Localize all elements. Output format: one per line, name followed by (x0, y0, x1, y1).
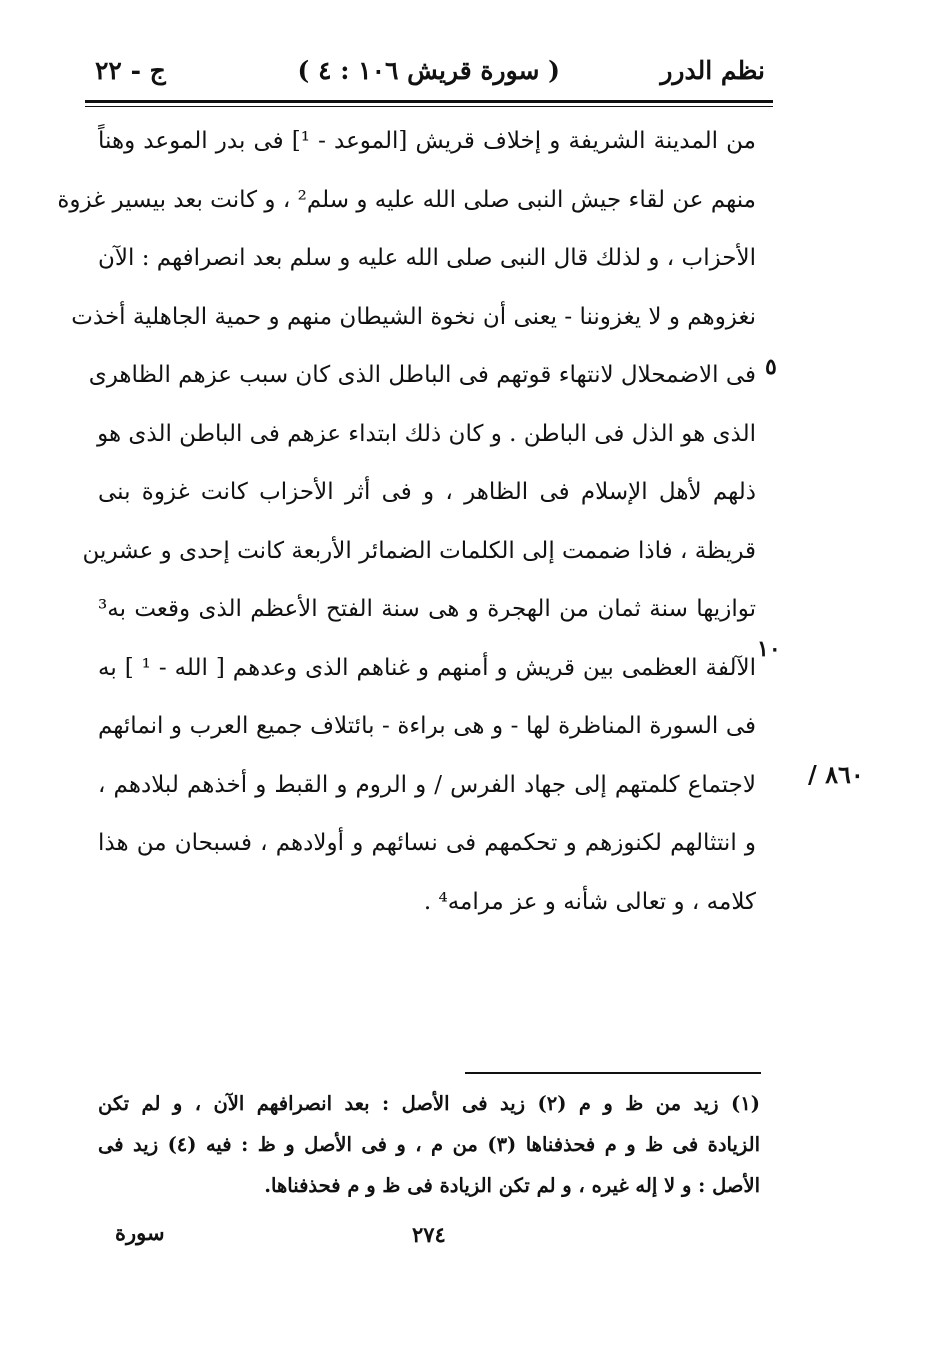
text-line: قريظة ، فاذا ضممت إلى الكلمات الضمائر الأربعة كانت إحدى و عشرين (82, 537, 756, 564)
footnote-line: (١) زيد من ظ و م (٢) زيد فى الأصل : بعد انصرافهم الآن ، و لم تكن (98, 1092, 760, 1115)
text-line: الآلفة العظمى بين قريش و أمنهم و غناهم الذى وعدهم [ الله - ¹ ] به (98, 654, 757, 681)
header-rule-thin (85, 106, 773, 107)
text-line: الأحزاب ، و لذلك قال النبى صلى الله عليه و سلم بعد انصرافهم : الآن (98, 245, 756, 271)
text-line: الذى هو الذل فى الباطن . و كان ذلك ابتداء عزهم فى الباطن الذى هو (97, 420, 756, 447)
sura-reference: ( سورة قريش ١٠٦ : ٤ ) (297, 56, 560, 85)
margin-manuscript-ref: ٨٦٠ / (808, 760, 864, 789)
text-line: توازيها سنة ثمان من الهجرة و هى سنة الفتح الأعظم الذى وقعت به³ (98, 596, 756, 622)
text-line: ذلهم لأهل الإسلام فى الظاهر ، و فى أثر الأحزاب كانت غزوة بنى (98, 479, 756, 505)
footnotes (98, 1083, 760, 1206)
text-line: من المدينة الشريفة و إخلاف قريش [الموعد - ¹] فى بدر الموعد وهناً (98, 128, 756, 154)
text-line: منهم عن لقاء جيش النبى صلى الله عليه و سلم² ، و كانت بعد بيسير غزوة (57, 186, 756, 213)
book-title: نظم الدرر (660, 56, 765, 85)
line-number-5: ٥ (765, 354, 777, 380)
main-text (57, 112, 757, 931)
footnote-line: الزيادة فى ظ و م فحذفناها (٣) من م ، و فى الأصل و ظ : فيه (٤) زيد فى (98, 1133, 760, 1156)
text-line: فى السورة المناظرة لها - و هى براءة - بائتلاف جميع العرب و انمائهم (98, 713, 756, 739)
footnote-line-last: الأصل : و لا إله غيره ، و لم تكن الزيادة فى ظ و م فحذفناها. (264, 1174, 760, 1197)
footnote-rule (465, 1072, 761, 1074)
page-number: ٢٧٤ (412, 1222, 446, 1247)
catchword: سورة (115, 1220, 165, 1245)
text-line: و انتثالهم لكنوزهم و تحكمهم فى نسائهم و أولادهم ، فسبحان من هذا (98, 830, 756, 856)
volume-number: ج - ٢٢ (95, 56, 166, 85)
page-header (95, 48, 765, 100)
text-line: نغزوهم و لا يغزوننا - يعنى أن نخوة الشيطان منهم و حمية الجاهلية أخذت (71, 303, 756, 330)
text-line-last: كلامه ، و تعالى شأنه و عز مرامه⁴ . (423, 888, 756, 915)
text-line: فى الاضمحلال لانتهاء قوتهم فى الباطل الذى كان سبب عزهم الظاهرى (88, 362, 756, 388)
line-number-10: ١٠ (757, 636, 781, 662)
text-line: لاجتماع كلمتهم إلى جهاد الفرس / و الروم و القبط و أخذهم لبلادهم ، (98, 771, 756, 798)
header-rule-thick (85, 100, 773, 103)
